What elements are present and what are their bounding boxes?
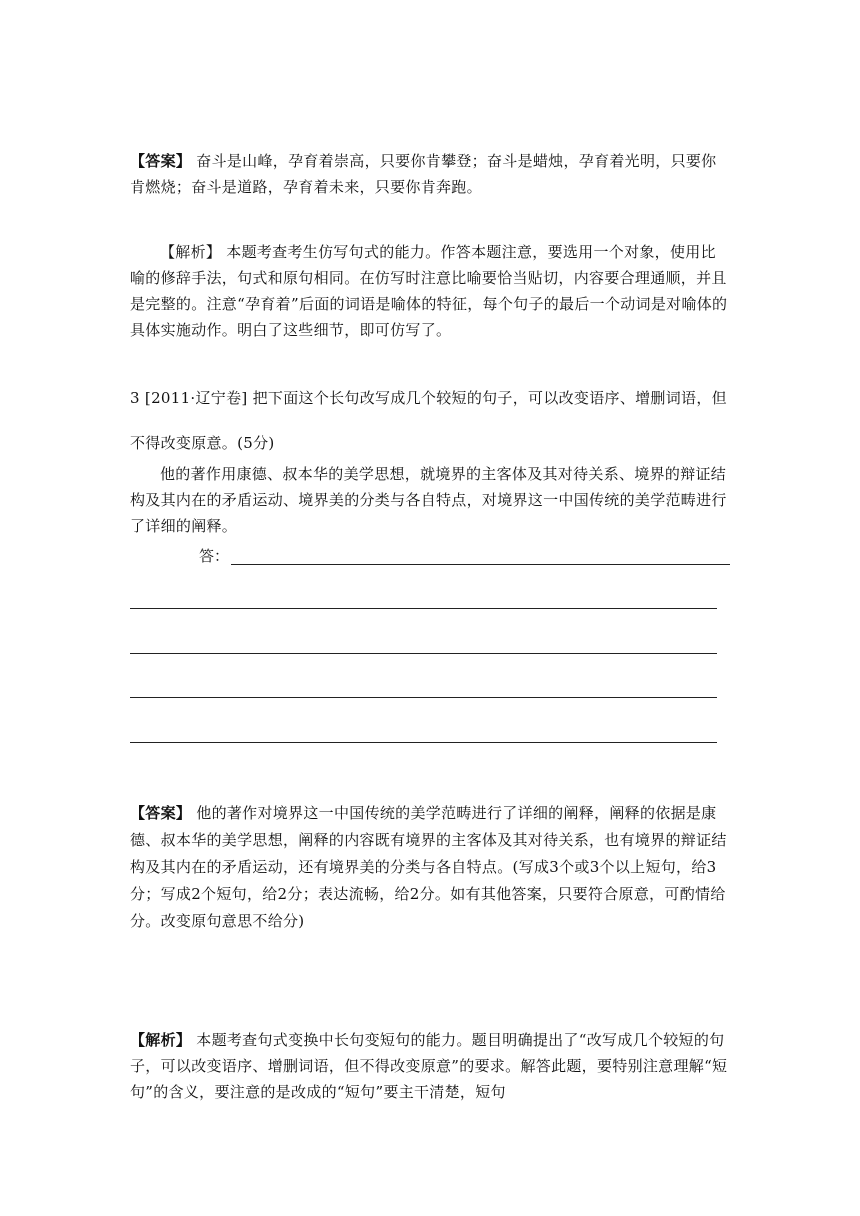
analysis-1: 【解析】 本题考查考生仿写句式的能力。作答本题注意，要选用一个对象，使用比喻的修辞手法，句式和原句相同。在仿写时注意比喻要恰当贴切，内容要合理通顺，并且是完整的。注意“孕育着”后面的词语是喻体的特征，每个句子的最后一个动词是对喻体的具体实施动作。明白了这些细节，即可仿写了。 bbox=[130, 243, 728, 339]
answer-3 bbox=[130, 800, 730, 935]
question-3-prompt: 3 [2011·辽宁卷] 把下面这个长句改写成几个较短的句子，可以改变语序、增删词语，但不得改变原意。(5分) bbox=[130, 389, 727, 452]
analysis-label: 【解析】 bbox=[130, 1031, 192, 1049]
answer-blank-line-3[interactable] bbox=[130, 653, 717, 654]
analysis-text: 本题考查句式变换中长句变短句的能力。题目明确提出了“改写成几个较短的句子，可以改变语序、增删词语，但不得改变原意”的要求。解答此题，要特别注意理解“短句”的含义，要注意的是改成的“短句”要主干清楚，短句 bbox=[130, 1031, 728, 1101]
answer-label: 【答案】 bbox=[130, 152, 192, 170]
answer-prompt-label: 答： bbox=[199, 547, 230, 565]
answer-blank-line-2[interactable] bbox=[130, 608, 717, 609]
answer-text: 他的著作对境界这一中国传统的美学范畴进行了详细的阐释，阐释的依据是康德、叔本华的美学思想，阐释的内容既有境界的主客体及其对待关系，也有境界的辩证结构及其内在的矛盾运动，还有境界美的分类与各自特点。(写成3个或3个以上短句，给3分；写成2个短句，给2分；表达流畅，给2分。如有其他答案，只要符合原意，可酌情给分。改变原句意思不给分) bbox=[130, 804, 727, 930]
question-3-passage: 他的著作用康德、叔本华的美学思想，就境界的主客体及其对待关系、境界的辩证结构及其内在的矛盾运动、境界美的分类与各自特点，对境界这一中国传统的美学范畴进行了详细的阐释。 bbox=[130, 465, 727, 535]
answer-blank-line-4[interactable] bbox=[130, 697, 717, 698]
answer-text: 奋斗是山峰，孕育着崇高，只要你肯攀登；奋斗是蜡烛，孕育着光明，只要你肯燃烧；奋斗是道路，孕育着未来，只要你肯奔跑。 bbox=[130, 152, 717, 196]
answer-1 bbox=[130, 148, 730, 200]
analysis-3 bbox=[130, 1027, 730, 1105]
answer-blank-line-5[interactable] bbox=[130, 742, 717, 743]
answer-label: 【答案】 bbox=[130, 804, 192, 822]
answer-blank-line-1[interactable] bbox=[231, 564, 730, 565]
